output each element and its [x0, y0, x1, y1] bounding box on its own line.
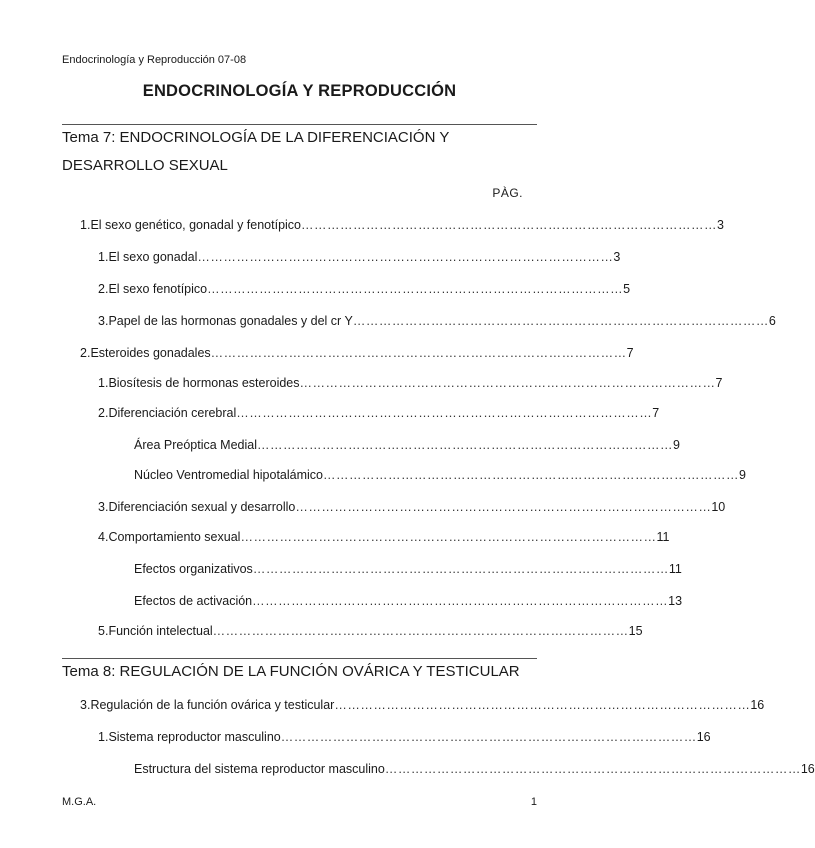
- toc-leader: ……………………………………………………………………………………: [256, 438, 673, 452]
- footer-author: M.G.A.: [62, 796, 97, 808]
- toc-number: 1.: [98, 730, 109, 744]
- toc-leader: ……………………………………………………………………………………: [197, 250, 614, 264]
- toc-text: El sexo fenotípico: [108, 282, 208, 296]
- toc-entry[interactable]: [98, 400, 660, 420]
- toc-number: 4.: [98, 530, 109, 544]
- toc-entry[interactable]: [134, 756, 815, 776]
- toc-entry[interactable]: [80, 212, 724, 232]
- toc-entry[interactable]: [134, 556, 682, 576]
- toc-number: 5.: [98, 624, 109, 638]
- toc-leader: ……………………………………………………………………………………: [236, 406, 653, 420]
- toc-text: Área Preóptica Medial: [134, 438, 257, 452]
- tema-8-heading: Tema 8: REGULACIÓN DE LA FUNCIÓN OVÁRICA Y TESTICULAR: [62, 663, 520, 680]
- toc-page: 5: [623, 282, 631, 296]
- toc-text: Función intelectual: [108, 624, 213, 638]
- toc-page: 13: [668, 594, 683, 608]
- toc-entry[interactable]: [134, 432, 680, 452]
- toc-entry[interactable]: [98, 494, 726, 514]
- tema-7-heading: Tema 7: ENDOCRINOLOGÍA DE LA DIFERENCIACIÓN Y DESARROLLO SEXUAL: [62, 129, 450, 174]
- footer-page-number: 1: [530, 796, 537, 808]
- toc-entry[interactable]: [98, 276, 631, 296]
- toc-entry[interactable]: [134, 462, 746, 482]
- toc-leader: ……………………………………………………………………………………: [384, 762, 801, 776]
- toc-page: 10: [711, 500, 726, 514]
- toc-leader: ……………………………………………………………………………………: [252, 594, 669, 608]
- running-header: Endocrinología y Reproducción 07-08: [62, 54, 247, 66]
- toc-page: 11: [656, 530, 670, 544]
- toc-number: 1.: [98, 250, 109, 264]
- toc-leader: ……………………………………………………………………………………: [334, 698, 751, 712]
- toc-leader: ……………………………………………………………………………………: [210, 346, 627, 360]
- toc-page: 3: [717, 218, 724, 232]
- toc-entry[interactable]: [98, 308, 776, 328]
- toc-text: Estructura del sistema reproductor masculino: [134, 762, 385, 776]
- toc-number: 3.: [98, 314, 109, 328]
- toc-leader: ……………………………………………………………………………………: [207, 282, 624, 296]
- toc-text: Esteroides gonadales: [90, 346, 211, 360]
- document-title: ENDOCRINOLOGÍA Y REPRODUCCIÓN: [142, 82, 457, 100]
- toc-leader: ……………………………………………………………………………………: [240, 530, 657, 544]
- toc-text: Biosítesis de hormonas esteroides: [108, 376, 300, 390]
- toc-number: 1.: [80, 218, 91, 232]
- toc-page: 11: [668, 562, 682, 576]
- toc-text: Comportamiento sexual: [108, 530, 241, 544]
- toc-page: 7: [652, 406, 660, 420]
- toc-leader: ……………………………………………………………………………………: [323, 468, 739, 482]
- toc-number: 3.: [80, 698, 91, 712]
- toc-page: 7: [715, 376, 723, 390]
- toc-text: Papel de las hormonas gonadales y del cr Y: [108, 314, 353, 328]
- toc-entry[interactable]: [98, 724, 711, 744]
- toc-leader: ……………………………………………………………………………………: [352, 314, 769, 328]
- toc-text: El sexo gonadal: [108, 250, 198, 264]
- toc-text: Efectos organizativos: [134, 562, 253, 576]
- toc-leader: ……………………………………………………………………………………: [252, 562, 669, 576]
- toc-page: 6: [768, 314, 776, 328]
- toc-entry[interactable]: [80, 692, 765, 712]
- toc-entry[interactable]: [98, 244, 621, 264]
- toc-text: Diferenciación cerebral: [108, 406, 237, 420]
- toc-entry[interactable]: [98, 524, 670, 544]
- toc-leader: ……………………………………………………………………………………: [212, 624, 629, 638]
- toc-text: Diferenciación sexual y desarrollo: [108, 500, 296, 514]
- page-column-label: PÀG.: [492, 186, 523, 200]
- toc-text: Regulación de la función ovárica y testicular: [90, 698, 335, 712]
- toc-leader: ……………………………………………………………………………………: [280, 730, 697, 744]
- toc-page: 3: [613, 250, 621, 264]
- toc-number: 2.: [80, 346, 91, 360]
- toc-page: 16: [800, 762, 815, 776]
- toc-page: 16: [696, 730, 711, 744]
- toc-text: Efectos de activación: [134, 594, 253, 608]
- toc-number: 2.: [98, 406, 109, 420]
- toc-entry[interactable]: [80, 340, 634, 360]
- toc-number: 2.: [98, 282, 109, 296]
- toc-page: 15: [628, 624, 643, 638]
- toc-entry[interactable]: [134, 588, 683, 608]
- toc-leader: ……………………………………………………………………………………: [299, 376, 716, 390]
- toc-leader: ……………………………………………………………………………………: [301, 218, 717, 232]
- toc-number: 1.: [98, 376, 109, 390]
- toc-text: El sexo genético, gonadal y fenotípico: [90, 218, 301, 232]
- toc-number: 3.: [98, 500, 109, 514]
- toc-entry[interactable]: [98, 618, 643, 638]
- toc-page: 9: [739, 468, 746, 482]
- toc-page: 16: [750, 698, 765, 712]
- toc-text: Sistema reproductor masculino: [108, 730, 281, 744]
- toc-page: 7: [626, 346, 634, 360]
- toc-text: Núcleo Ventromedial hipotalámico: [134, 468, 323, 482]
- toc-page: 9: [672, 438, 680, 452]
- toc-leader: ……………………………………………………………………………………: [295, 500, 712, 514]
- toc-entry[interactable]: [98, 370, 723, 390]
